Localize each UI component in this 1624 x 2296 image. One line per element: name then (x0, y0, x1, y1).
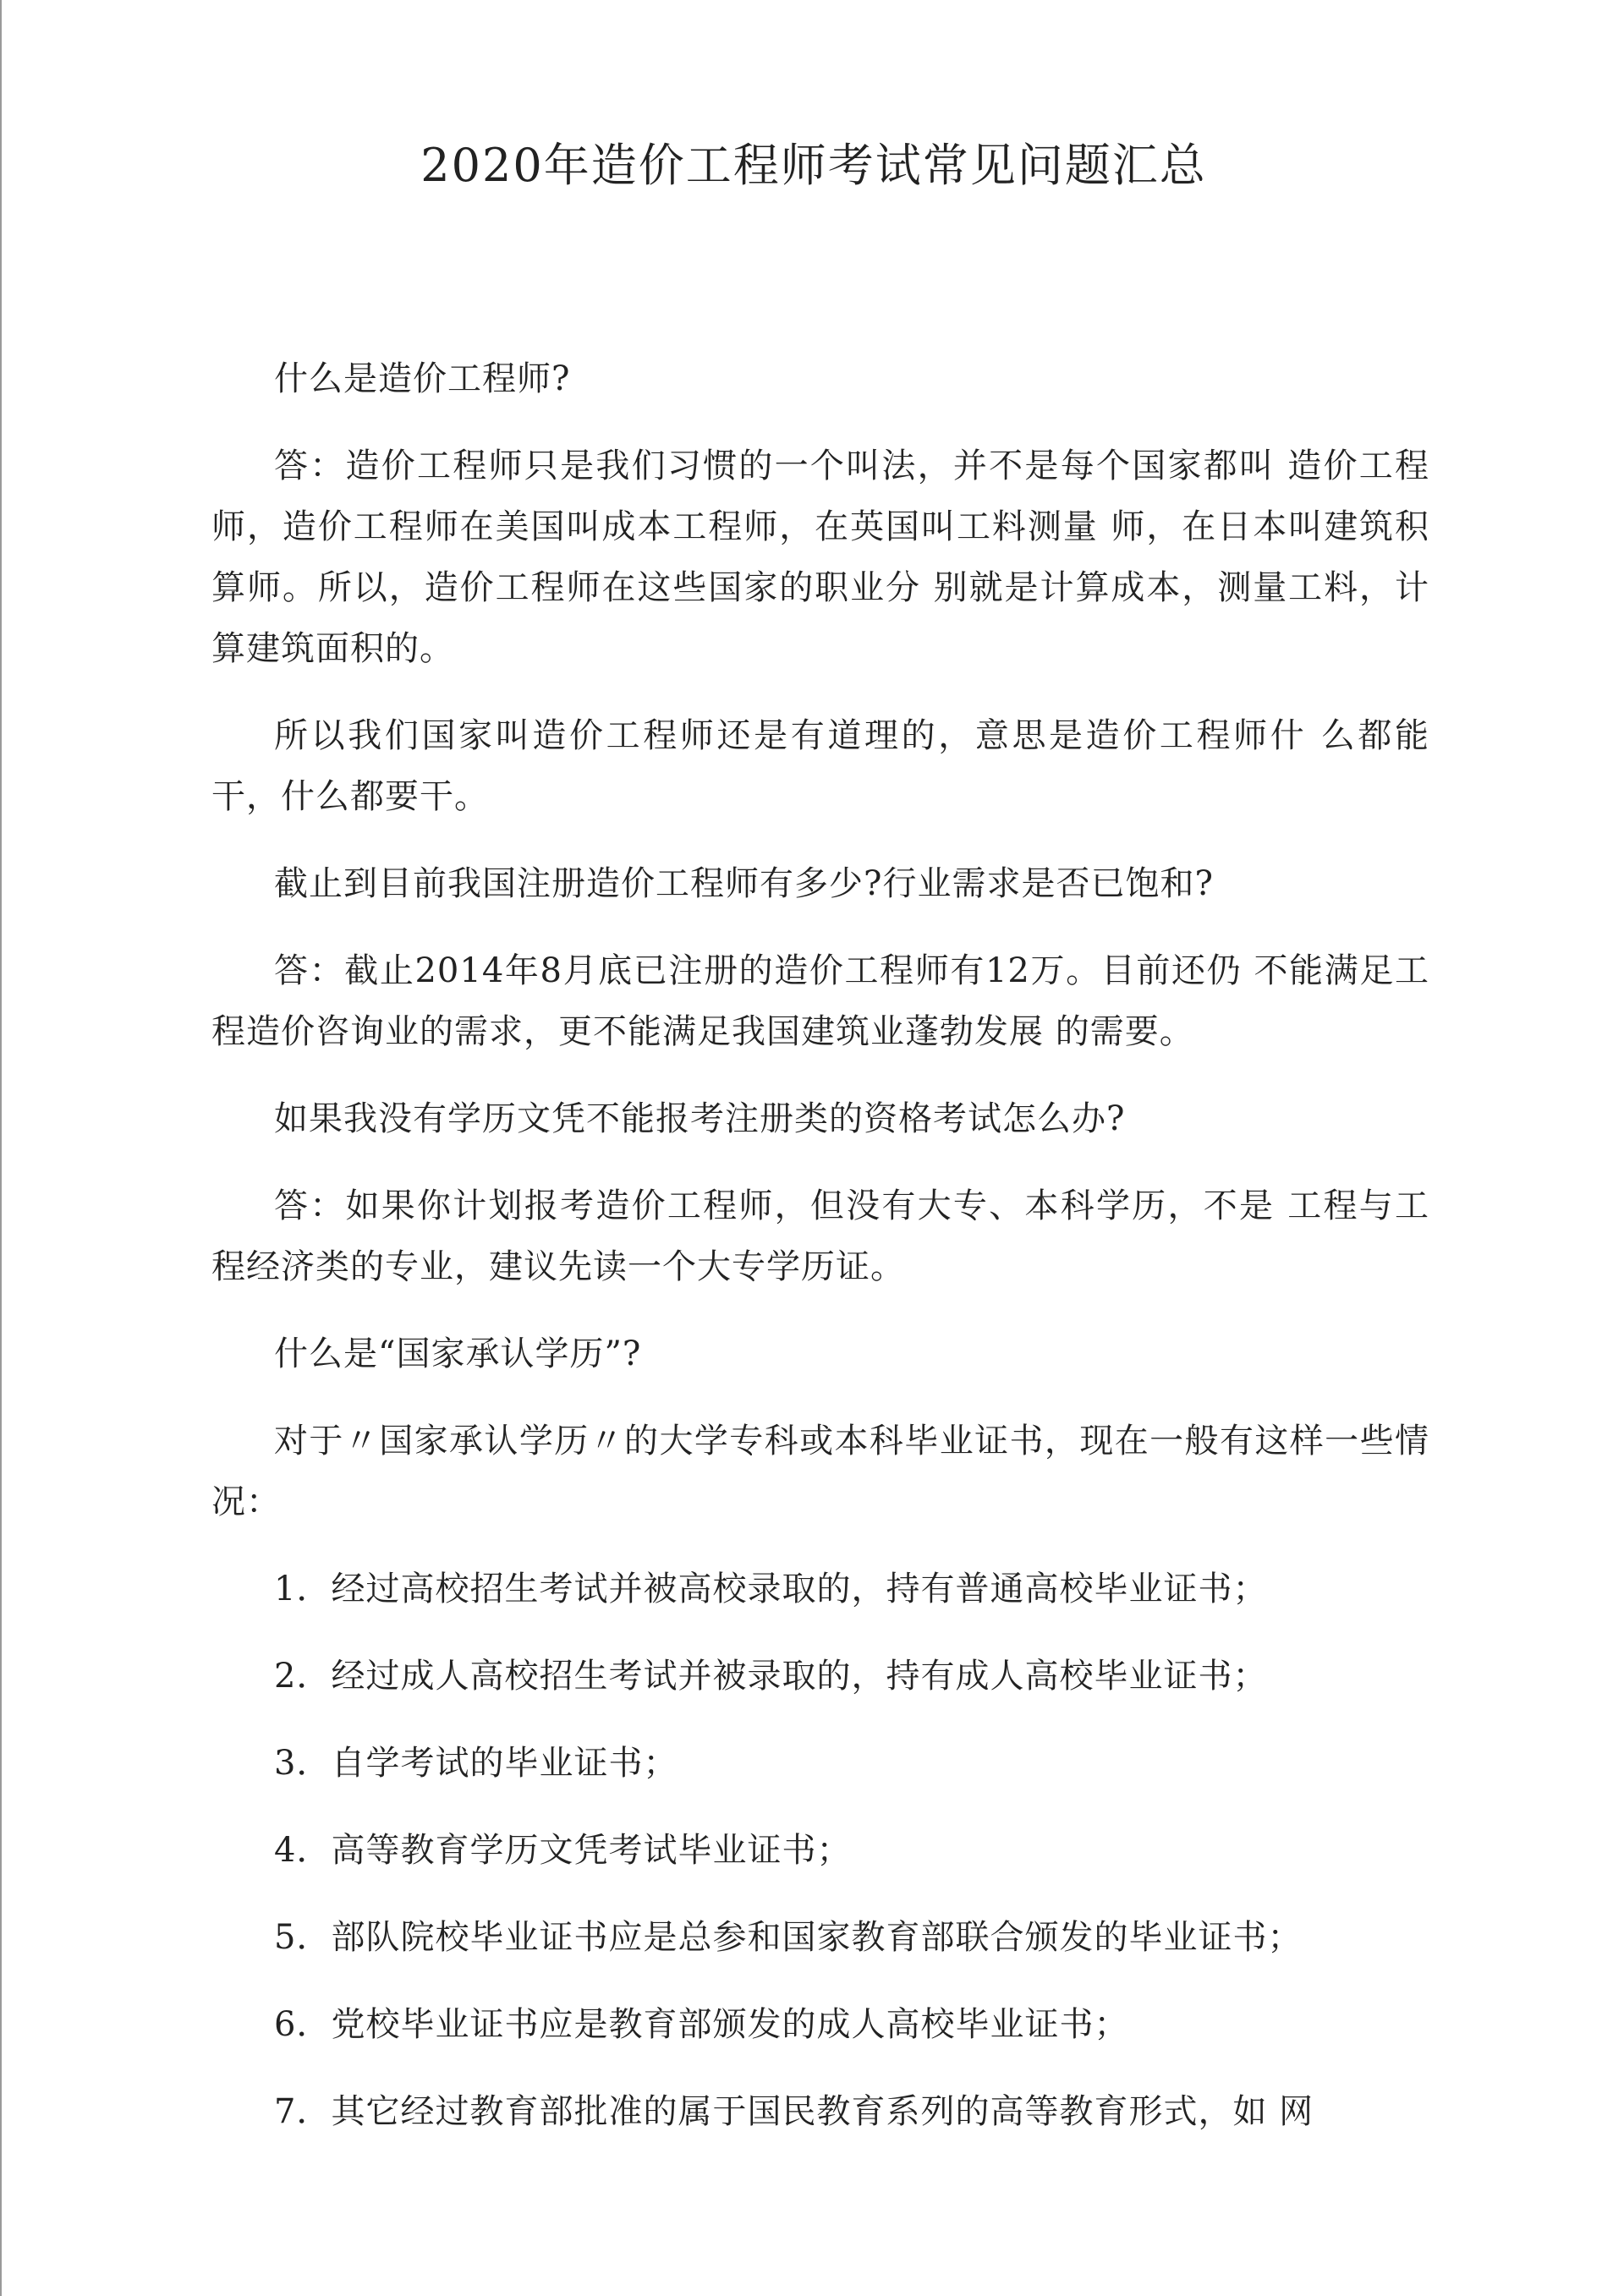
paragraph-question-recognized-degree: 什么是“国家承认学历”? (274, 1334, 642, 1373)
list-item-2: 2．经过成人高校招生考试并被录取的，持有成人高校毕业证书； (274, 1657, 1268, 1696)
paragraph-recognized-degree-intro: 对于〃国家承认学历〃的大学专科或本科毕业证书，现在一般有这样一些情况： (211, 1422, 1429, 1521)
document-title: 2020年造价工程师考试常见问题汇总 (420, 139, 1207, 192)
list-item-7: 7．其它经过教育部批准的属于国民教育系列的高等教育形式，如 网 (274, 2092, 1314, 2131)
paragraph-question-what-is-cost-engineer: 什么是造价工程师? (274, 359, 571, 398)
paragraph-question-no-diploma: 如果我没有学历文凭不能报考注册类的资格考试怎么办? (274, 1099, 1126, 1138)
paragraph-answer-no-diploma: 答：如果你计划报考造价工程师，但没有大专、本科学历，不是 工程与工程经济类的专业，建议先读一个大专学历证。 (211, 1186, 1429, 1286)
document-body (211, 348, 1429, 2168)
list-item-6: 6．党校毕业证书应是教育部颁发的成人高校毕业证书； (274, 2005, 1129, 2044)
list-item-1: 1．经过高校招生考试并被高校录取的，持有普通高校毕业证书； (274, 1570, 1268, 1608)
paragraph-answer-registered-count: 答：截止2014年8月底已注册的造价工程师有12万。目前还仍 不能满足工程造价咨询业的需求，更不能满足我国建筑业蓬勃发展 的需要。 (211, 951, 1429, 1051)
paragraph-cost-engineer-meaning: 所以我们国家叫造价工程师还是有道理的，意思是造价工程师什 么都能干，什么都要干。 (211, 716, 1429, 816)
paragraph-question-registered-count: 截止到目前我国注册造价工程师有多少?行业需求是否已饱和? (274, 864, 1214, 903)
paragraph-answer-cost-engineer-names: 答：造价工程师只是我们习惯的一个叫法，并不是每个国家都叫 造价工程师，造价工程师在美国叫成本工程师，在英国叫工料测量 师，在日本叫建筑积算师。所以，造价工程师在这些国家的职业分 别就是计算成本，测量工料，计算建筑面积的。 (211, 447, 1429, 668)
list-item-4: 4．高等教育学历文凭考试毕业证书； (274, 1831, 852, 1870)
list-item-5: 5．部队院校毕业证书应是总参和国家教育部联合颁发的毕业证书； (274, 1918, 1303, 1957)
list-item-3: 3．自学考试的毕业证书； (274, 1744, 678, 1783)
